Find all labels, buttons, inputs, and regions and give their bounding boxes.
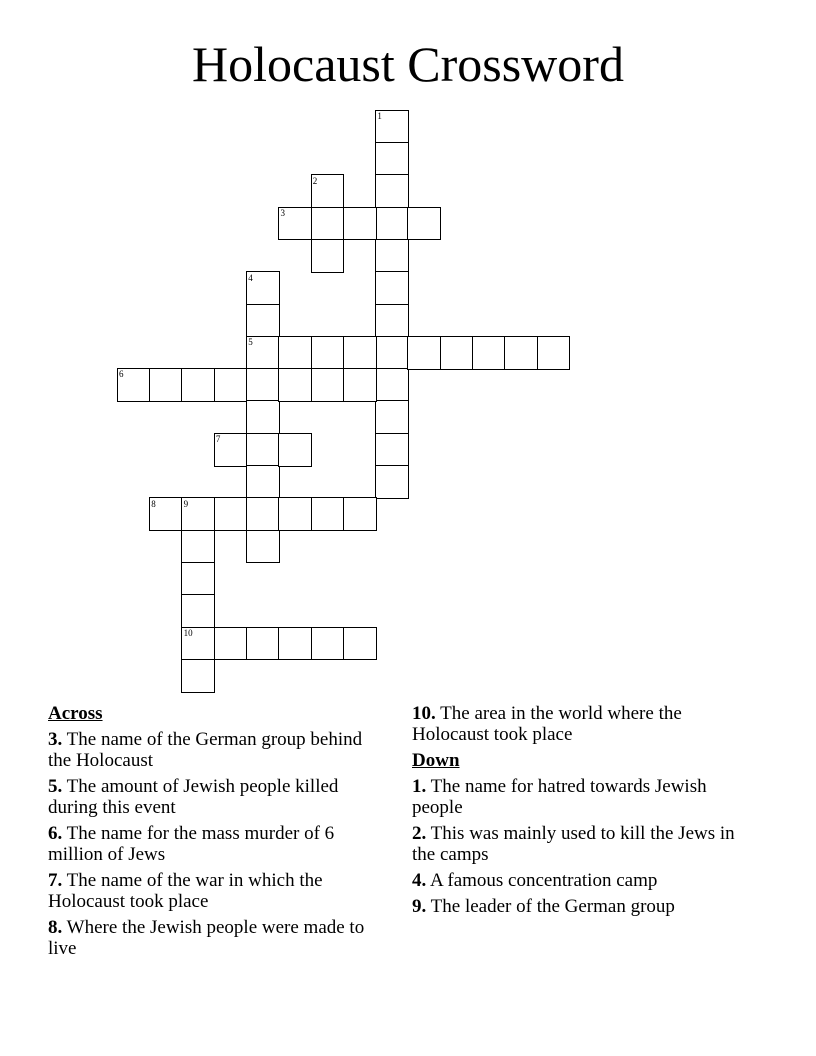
clue-across-10 (412, 703, 752, 745)
crossword-cell[interactable] (375, 271, 409, 305)
clue-number: 4. (412, 870, 427, 891)
crossword-cell[interactable] (375, 142, 409, 176)
clue-number: 6. (48, 823, 63, 844)
clue-text: The area in the world where the Holocaust took place (412, 703, 682, 745)
clue-across-5 (48, 776, 388, 818)
clue-down-2 (412, 823, 752, 865)
clue-number: 10. (412, 703, 436, 724)
clue-number: 8. (48, 917, 63, 938)
crossword-cell[interactable] (311, 336, 345, 370)
crossword-cell[interactable] (375, 174, 409, 208)
crossword-cell[interactable] (375, 368, 409, 402)
crossword-cell[interactable] (246, 497, 280, 531)
clue-number: 3. (48, 729, 63, 750)
crossword-cell[interactable] (311, 497, 345, 531)
cell-number: 1 (377, 111, 382, 121)
clue-across-6 (48, 823, 388, 865)
clue-text: This was mainly used to kill the Jews in the camps (412, 823, 735, 865)
cell-number: 6 (119, 369, 124, 380)
crossword-cell[interactable] (343, 497, 377, 531)
clue-number: 9. (412, 896, 427, 917)
crossword-cell[interactable] (375, 336, 409, 370)
crossword-cell[interactable] (375, 207, 409, 241)
crossword-cell[interactable] (246, 465, 280, 499)
cell-number: 7 (215, 434, 221, 444)
clue-number: 7. (48, 870, 63, 891)
crossword-cell[interactable] (214, 627, 248, 661)
clue-across-3 (48, 729, 388, 771)
crossword-cell[interactable] (311, 207, 345, 241)
crossword-cell[interactable] (375, 465, 409, 499)
crossword-cell[interactable] (246, 304, 280, 338)
clue-text: Where the Jewish people were made to live (48, 917, 365, 959)
crossword-cell[interactable] (311, 368, 345, 402)
crossword-cell[interactable] (440, 336, 474, 370)
clues-column-right (412, 703, 752, 922)
crossword-cell[interactable] (181, 530, 215, 564)
clue-across-8 (48, 917, 388, 959)
cell-number: 2 (312, 175, 318, 186)
clue-down-9 (412, 896, 752, 917)
crossword-cell[interactable] (181, 562, 215, 596)
clue-number: 1. (412, 776, 427, 797)
crossword-cell[interactable] (149, 368, 183, 402)
cell-number: 9 (183, 498, 189, 509)
clue-text: The name of the German group behind the Holocaust (48, 729, 363, 771)
crossword-cell[interactable] (311, 239, 345, 273)
crossword-cell[interactable] (407, 336, 441, 370)
crossword-cell[interactable] (311, 627, 345, 661)
clue-text: The name for the mass murder of 6 million of Jews (48, 823, 335, 865)
crossword-cell[interactable] (343, 207, 377, 241)
crossword-cell[interactable] (375, 400, 409, 434)
crossword-cell[interactable] (375, 239, 409, 273)
crossword-cell[interactable] (181, 594, 215, 628)
crossword-cell[interactable] (278, 336, 312, 370)
crossword-cell[interactable] (181, 368, 215, 402)
page-title: Holocaust Crossword (192, 36, 624, 92)
clues-column-left (48, 703, 388, 964)
clue-text: The amount of Jewish people killed during this event (48, 776, 339, 818)
crossword-cell[interactable] (214, 368, 248, 402)
crossword-cell[interactable] (537, 336, 571, 370)
clue-down-1 (412, 776, 752, 818)
crossword-cell[interactable] (504, 336, 538, 370)
crossword-cell[interactable] (246, 368, 280, 402)
cell-number: 8 (151, 498, 156, 509)
crossword-cell[interactable] (278, 627, 312, 661)
crossword-cell[interactable] (472, 336, 506, 370)
cell-number: 10 (183, 627, 193, 638)
crossword-cell[interactable] (343, 368, 377, 402)
crossword-cell[interactable] (278, 368, 312, 402)
clue-number: 2. (412, 823, 427, 844)
crossword-cell[interactable] (375, 304, 409, 338)
crossword-cell[interactable] (181, 659, 215, 693)
clue-text: A famous concentration camp (429, 870, 658, 891)
across-heading: Across (48, 703, 103, 724)
crossword-cell[interactable] (246, 627, 280, 661)
crossword-cell[interactable] (278, 433, 312, 467)
crossword-cell[interactable] (278, 497, 312, 531)
down-heading: Down (412, 750, 460, 771)
cell-number: 3 (280, 207, 285, 218)
crossword-cell[interactable] (246, 433, 280, 467)
clue-text: The leader of the German group (430, 896, 675, 917)
clue-text: The name for hatred towards Jewish people (412, 776, 707, 818)
cell-number: 4 (248, 272, 253, 283)
clue-number: 5. (48, 776, 63, 797)
crossword-cell[interactable] (214, 497, 248, 531)
crossword-cell[interactable] (407, 207, 441, 241)
crossword-cell[interactable] (246, 530, 280, 564)
crossword-cell[interactable] (343, 336, 377, 370)
cell-number: 5 (248, 337, 253, 348)
crossword-cell[interactable] (343, 627, 377, 661)
clue-down-4 (412, 870, 752, 891)
clue-text: The name of the war in which the Holocaust took place (48, 870, 323, 912)
clue-across-7 (48, 870, 388, 912)
crossword-cell[interactable] (246, 400, 280, 434)
crossword-cell[interactable] (375, 433, 409, 467)
